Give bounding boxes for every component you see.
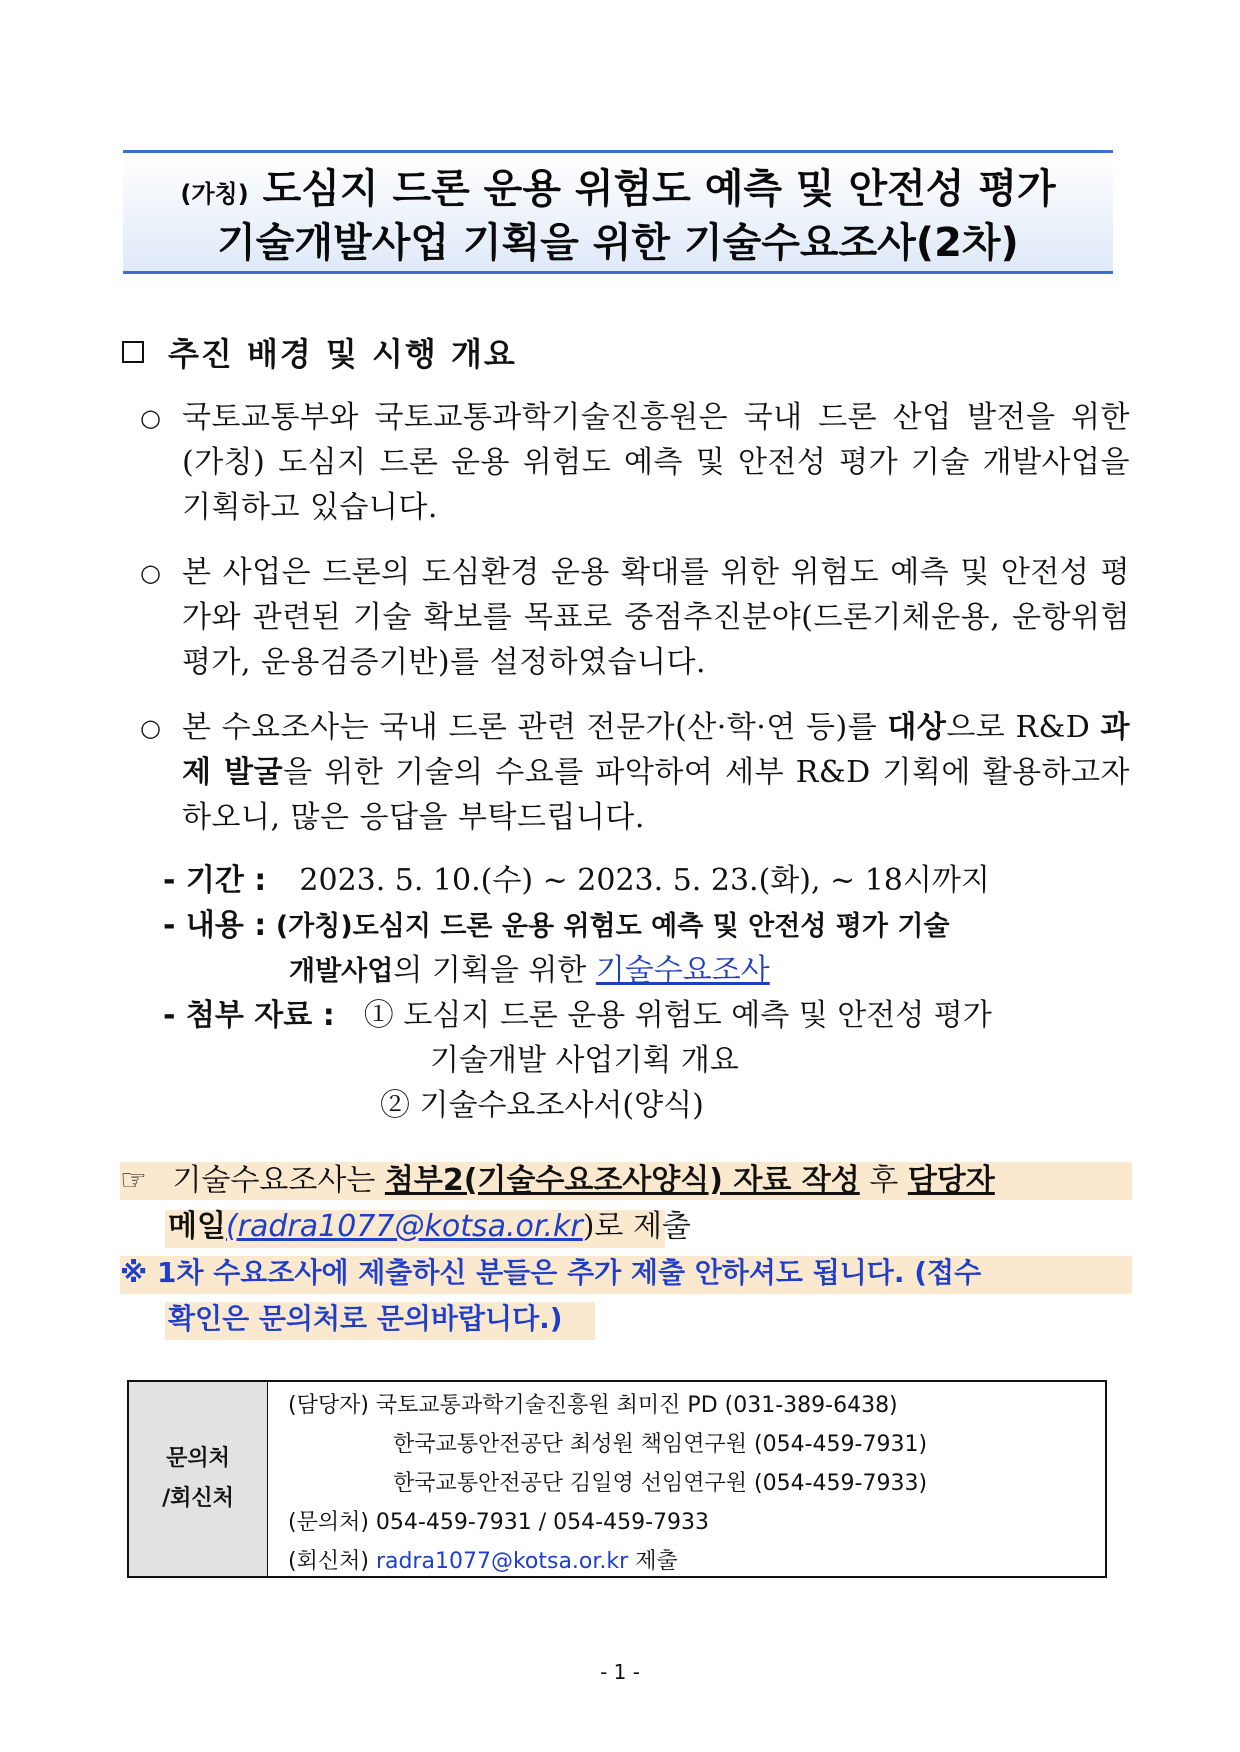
contact-row-kotsa-1: 한국교통안전공단 최성원 책임연구원 (054-459-7931) — [393, 1432, 928, 1457]
period-line — [163, 858, 990, 903]
contact-label-1: 문의처 — [166, 1446, 230, 1471]
notice-mail-label: 메일 — [168, 1209, 226, 1244]
paragraph-text-1: 국토교통부와 국토교통과학기술진흥원은 국내 드론 산업 발전을 위한 (가칭) 도심지 드론 운용 위험도 예측 및 안전성 평가 기술 개발사업을 기획하고 있습니다. — [182, 400, 1130, 525]
section-heading — [122, 330, 517, 374]
contact-row-inquiry: (문의처) 054-459-7931 / 054-459-7933 — [288, 1510, 710, 1535]
notice-text-a: 기술수요조사는 — [172, 1163, 385, 1198]
period-value: 2023. 5. 10.(수) ~ 2023. 5. 23.(화), ~ 18시까지 — [299, 863, 990, 898]
attach-2: 기술수요조사서(양식) — [419, 1088, 704, 1123]
reply-prefix: (회신처) — [288, 1549, 369, 1574]
notice-manager: 담당자 — [907, 1163, 995, 1198]
reply-email-link[interactable]: radra1077@kotsa.or.kr — [375, 1549, 629, 1574]
page-number: - 1 - — [600, 1660, 640, 1684]
attach-1-line-1: 도심지 드론 운용 위험도 예측 및 안전성 평가 — [403, 998, 992, 1033]
title-box — [123, 150, 1113, 274]
notice-text-submit: )로 제출 — [582, 1209, 691, 1244]
contact-label-cell — [129, 1382, 268, 1576]
p3-part-3: 을 위한 기술의 수요를 파악하여 세부 R&D 기획에 활용하고자 하오니, 많은 응답을 부탁드립니다. — [182, 755, 1130, 835]
notice-line-1 — [120, 1158, 995, 1203]
attach-2-num: ② — [380, 1088, 410, 1123]
title-main-1: 도심지 드론 운용 위험도 예측 및 안전성 평가 — [262, 166, 1056, 212]
paragraph-text-2: 본 사업은 드론의 도심환경 운용 확대를 위한 위험도 예측 및 안전성 평가와 관련된 기술 확보를 목표로 중점추진분야(드론기체운용, 운항위험평가, 운용검증기반)를 설정하였습니다. — [182, 555, 1130, 680]
period-label: - 기간 : — [163, 863, 267, 898]
pointing-hand-icon: ☞ — [120, 1163, 147, 1198]
attach-1-line-2: 기술개발 사업기획 개요 — [430, 1043, 739, 1078]
content-bold-line-1: (가칭)도심지 드론 운용 위험도 예측 및 안전성 평가 기술 — [275, 911, 950, 942]
content-bold-line-2: 개발사업 — [289, 956, 394, 987]
title-line-2: 기술개발사업 기획을 위한 기술수요조사(2차) — [217, 220, 1019, 266]
notice-attach-2: 첨부2(기술수요조사양식) 자료 작성 — [384, 1163, 860, 1198]
notice-text-c: 후 — [859, 1163, 908, 1198]
notice-ref-line-2: 확인은 문의처로 문의바랍니다.) — [168, 1302, 563, 1335]
paragraph-text-3 — [182, 705, 1130, 840]
p3-bold-target: 대상 — [887, 710, 947, 745]
notice-ref-line-1: ※ 1차 수요조사에 제출하신 분들은 추가 제출 안하셔도 됩니다. (접수 — [120, 1256, 982, 1289]
contact-row-manager: (담당자) 국토교통과학기술진흥원 최미진 PD (031-389-6438) — [288, 1393, 898, 1418]
attach-line-3 — [380, 1083, 704, 1128]
circle-bullet-icon: ○ — [140, 559, 161, 587]
attach-1-num: ① — [363, 998, 394, 1033]
content-line-1 — [163, 903, 950, 949]
survey-link[interactable]: 기술수요조사 — [595, 953, 770, 988]
content-rest: 의 기획을 위한 — [393, 953, 596, 988]
content-label: - 내용 : — [163, 908, 267, 943]
attach-label: - 첨부 자료 : — [163, 998, 335, 1033]
p3-part-1: 본 수요조사는 국내 드론 관련 전문가(산·학·연 등)를 — [182, 710, 888, 745]
notice-email-link[interactable]: (radra1077@kotsa.or.kr — [225, 1209, 583, 1244]
contact-row-reply — [288, 1542, 1105, 1581]
content-line-2 — [289, 948, 770, 994]
title-line-1 — [123, 165, 1113, 218]
title-prefix: (가칭) — [180, 180, 249, 208]
contact-table — [127, 1380, 1107, 1578]
notice-line-2 — [168, 1204, 691, 1249]
contact-details-cell — [268, 1382, 1105, 1576]
contact-label-2: /회신처 — [162, 1486, 234, 1511]
contact-row-kotsa-2: 한국교통안전공단 김일영 선임연구원 (054-459-7933) — [393, 1471, 928, 1496]
section-title: 추진 배경 및 시행 개요 — [168, 335, 517, 373]
attach-line-2 — [430, 1038, 739, 1083]
circle-bullet-icon: ○ — [140, 404, 161, 432]
reply-suffix: 제출 — [635, 1549, 678, 1574]
p3-part-2: 으로 R&D — [946, 710, 1101, 745]
p3-bold-task: 과제 발굴 — [182, 710, 1130, 790]
circle-bullet-icon: ○ — [140, 714, 161, 742]
attach-line-1 — [163, 993, 992, 1038]
checkbox-square-icon — [122, 341, 144, 363]
